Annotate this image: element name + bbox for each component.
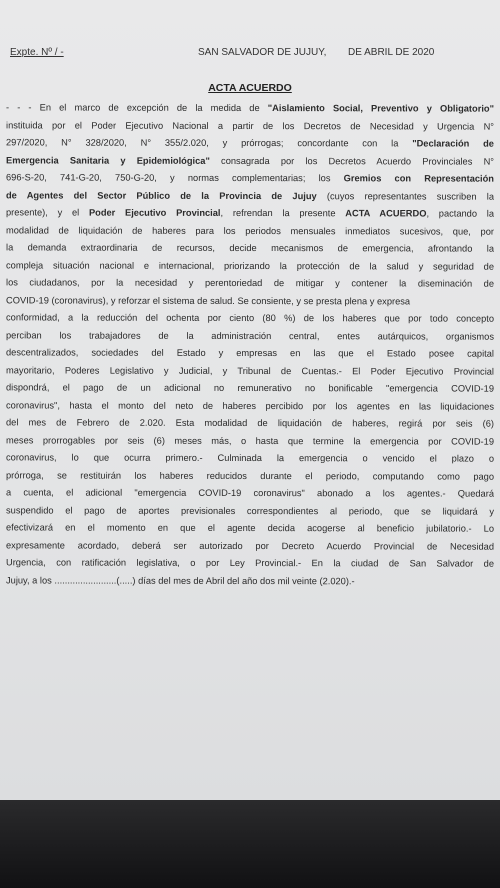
text-line xyxy=(6,449,494,468)
text-line xyxy=(6,222,494,241)
text-line xyxy=(6,274,494,293)
text-line xyxy=(6,467,494,486)
text-line xyxy=(6,239,494,258)
text-run: coronavirus", hasta el monto del neto de haberes percibido por los agentes en las liquidaciones xyxy=(6,399,494,412)
text-line xyxy=(6,432,494,451)
text-line xyxy=(6,379,494,398)
bold-text: Gremios con Representación xyxy=(343,173,494,184)
text-run: la demanda extraordinaria de recursos, decide mecanismos de emergencia, afrontando la xyxy=(6,242,494,254)
text-run: los ciudadanos, por la necesidad y perentoriedad de mitigar y contener la diseminación de xyxy=(6,277,494,289)
text-run: a cuenta, el adicional "emergencia COVID-19 coronavirus" abonado a los agentes.- Quedará xyxy=(6,487,494,499)
background-surface xyxy=(0,800,500,888)
text-line xyxy=(6,204,494,223)
header-date: DE ABRIL DE 2020 xyxy=(348,47,435,58)
text-line xyxy=(6,292,494,311)
text-run: suspendido el pago de aportes previsionales correspondientes al periodo, que se liquidará y xyxy=(6,504,494,517)
text-line xyxy=(6,414,494,433)
text-line xyxy=(6,257,494,276)
text-line xyxy=(6,117,494,136)
text-run: presente), y el xyxy=(6,207,89,218)
text-line xyxy=(6,572,494,591)
text-run: modalidad de liquidación de haberes para los periodos mensuales inmediatos sucesivos, que, por xyxy=(6,224,494,237)
bold-text: Emergencia Sanitaria y Epidemiológica" xyxy=(6,154,210,166)
text-run: (cuyos representantes suscriben la xyxy=(316,190,494,202)
text-run: mayoritario, Poderes Legislativo y Judicial, y Tribunal de Cuentas.- El Poder Ejecutivo Provincial xyxy=(6,364,494,377)
text-run: perciban los trabajadores de la administración central, entes autárquicos, organismos xyxy=(6,329,494,342)
text-run: - - - En el marco de excepción de la medida de xyxy=(6,102,268,114)
text-line xyxy=(6,554,494,573)
bold-text: "Declaración de xyxy=(412,138,494,149)
text-line xyxy=(6,502,494,521)
text-line xyxy=(6,99,494,118)
text-line xyxy=(6,484,494,503)
text-run: dispondrá, el pago de un adicional no remunerativo no bonificable "emergencia COVID-19 xyxy=(6,382,494,394)
text-run: conformidad, a la reducción del ochenta por ciento (80 %) de los haberes que por todo concepto xyxy=(6,312,494,324)
expediente-number: Expte. Nº / - xyxy=(10,47,64,58)
text-run: meses prorrogables por seis (6) meses más, o hasta que termine la emergencia por COVID-19 xyxy=(6,434,494,447)
text-run: Jujuy, a los ........................(.....) días del mes de Abril del año dos mil veinte (2.020).- xyxy=(6,574,355,586)
text-run: COVID-19 (coronavirus), y reforzar el sistema de salud. Se consiente, y se presta plena y expresa xyxy=(6,294,411,306)
text-run: instituida por el Poder Ejecutivo Nacional a partir de los Decretos de Necesidad y Urgencia N° xyxy=(6,119,494,132)
text-line xyxy=(6,519,494,538)
text-run: prórroga, se restituirán los haberes reducidos durante el periodo, computando como pago xyxy=(6,469,494,482)
text-line xyxy=(6,169,494,188)
text-run: , pactando la xyxy=(426,208,494,219)
document-body xyxy=(6,99,494,590)
text-line xyxy=(6,187,494,206)
bold-text: de Agentes del Sector Público de la Provincia de Jujuy xyxy=(6,189,317,201)
text-line xyxy=(6,152,494,171)
header-city: SAN SALVADOR DE JUJUY, xyxy=(198,47,327,58)
text-run: 696-S-20, 741-G-20, 750-G-20, y normas complementarias; los xyxy=(6,172,344,184)
text-line xyxy=(6,327,494,346)
bold-text: Poder Ejecutivo Provincial xyxy=(88,207,221,218)
text-run: expresamente acordado, deberá ser autorizado por Decreto Acuerdo Provincial de Necesidad xyxy=(6,539,494,552)
text-line xyxy=(6,344,494,363)
text-line xyxy=(6,362,494,381)
text-run: del mes de Febrero de 2.020. Esta modalidad de liquidación de haberes, regirá por seis (6) xyxy=(6,417,494,429)
text-run: Urgencia, con ratificación legislativa, o por Ley Provincial.- En la ciudad de San Salvador de xyxy=(6,557,494,569)
document-header xyxy=(8,47,488,63)
document-title: ACTA ACUERDO xyxy=(208,82,292,94)
text-run: 297/2020, N° 328/2020, N° 355/2.020, y prórrogas; concordante con la xyxy=(6,137,413,149)
text-run: efectivizará en el momento en que el agente decida acogerse al beneficio jubilatorio.- Lo xyxy=(6,522,494,534)
text-line xyxy=(6,397,494,416)
bold-text: "Aislamiento Social, Preventivo y Obligatorio" xyxy=(267,103,494,114)
bold-text: ACTA ACUERDO xyxy=(345,208,427,219)
text-run: coronavirus, lo que ocurra primero.- Culminada la emergencia o vencido el plazo o xyxy=(6,452,494,464)
text-line xyxy=(6,309,494,328)
text-run: compleja situación nacional e internacional, priorizando la protección de la salud y seguridad de xyxy=(6,259,494,272)
text-line xyxy=(6,134,494,153)
text-run: consagrada por los Decretos Acuerdo Provinciales N° xyxy=(209,155,494,167)
text-run: , refrendan la presente xyxy=(220,207,346,219)
text-line xyxy=(6,537,494,556)
text-run: descentralizados, sociedades del Estado y empresas en las que el Estado posee capital xyxy=(6,347,494,359)
